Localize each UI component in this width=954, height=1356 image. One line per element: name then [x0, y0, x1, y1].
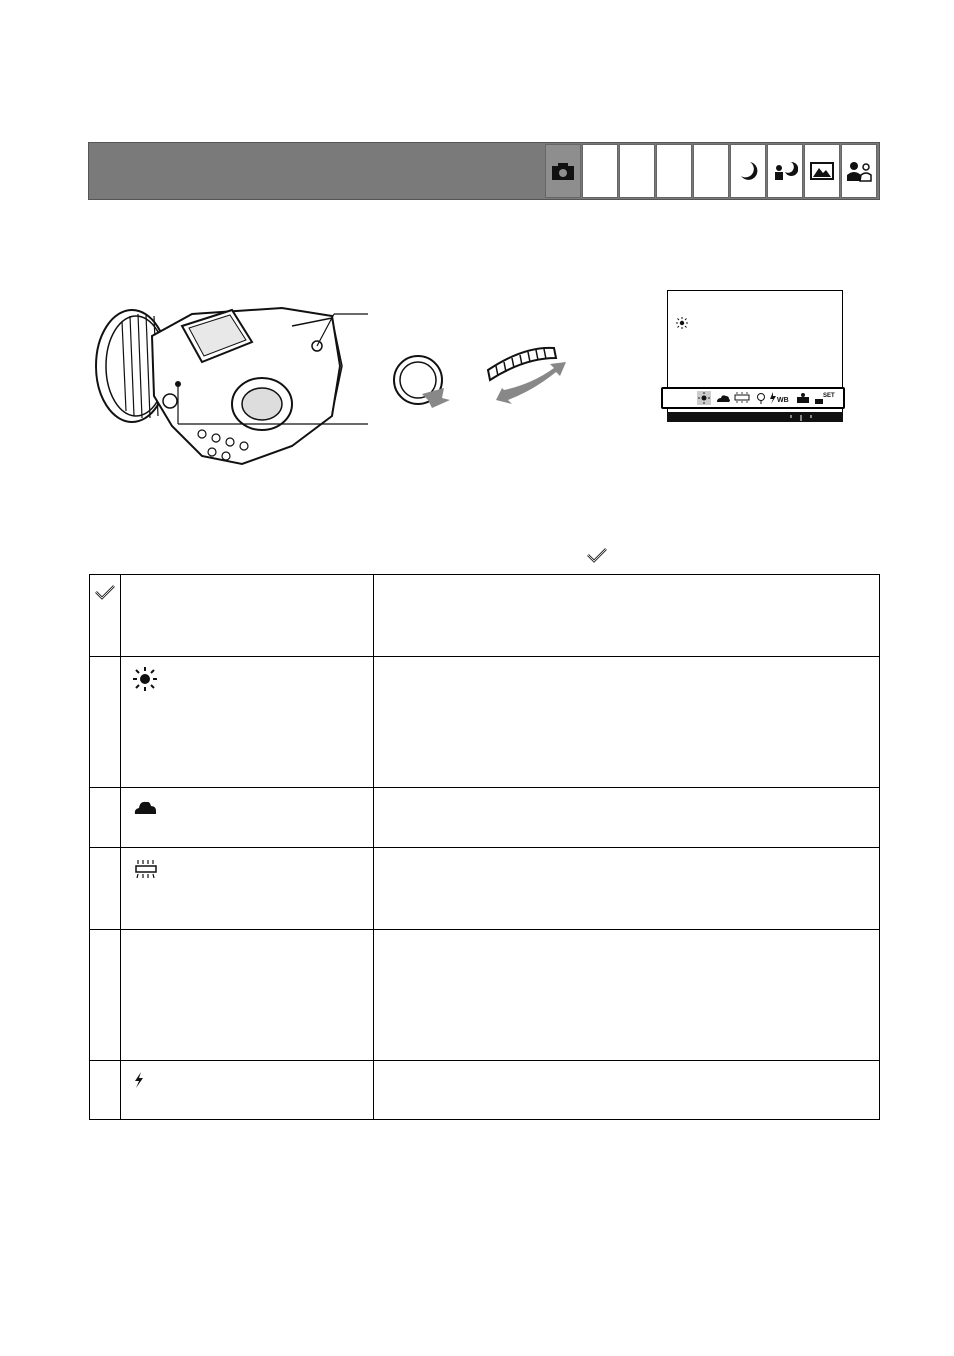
table-cell-setting — [121, 657, 374, 788]
table-cell-marker — [90, 575, 121, 657]
night-portrait-icon — [772, 160, 798, 182]
mode-cell-camera — [545, 144, 581, 198]
lcd-menu-set-label: SET — [823, 393, 835, 399]
portrait-icon — [845, 160, 873, 182]
table-cell-description — [374, 930, 880, 1061]
table-row-daylight — [90, 657, 880, 788]
white-balance-table — [89, 574, 880, 1120]
mode-cell-twilight-portrait — [767, 144, 803, 198]
table-cell-setting — [121, 930, 374, 1061]
press-button-illustration — [392, 354, 452, 410]
table-cell-description — [374, 657, 880, 788]
sun-icon — [676, 317, 688, 329]
checkmark-icon — [94, 583, 116, 601]
table-row-flash — [90, 1061, 880, 1120]
table-row-fluorescent — [90, 848, 880, 930]
fluorescent-icon — [133, 858, 159, 880]
table-cell-setting — [121, 788, 374, 848]
control-dial-illustration — [484, 340, 570, 406]
table-cell-marker — [90, 657, 121, 788]
table-cell-description — [374, 1061, 880, 1120]
mode-cell-soft-snap — [841, 144, 877, 198]
mode-cell-blank-4 — [693, 144, 729, 198]
camera-illustration — [92, 296, 372, 472]
table-cell-description — [374, 575, 880, 657]
lcd-wb-menu — [661, 387, 845, 409]
table-row-cloudy — [90, 788, 880, 848]
sun-icon — [133, 667, 157, 691]
mode-cell-blank-2 — [619, 144, 655, 198]
mode-cell-landscape — [804, 144, 840, 198]
checkmark-icon — [586, 546, 608, 564]
landscape-icon — [809, 161, 835, 181]
table-row-incandescent — [90, 930, 880, 1061]
mode-cell-twilight — [730, 144, 766, 198]
table-cell-setting — [121, 848, 374, 930]
header-band — [88, 142, 880, 200]
mode-cell-blank-1 — [582, 144, 618, 198]
table-cell-marker — [90, 930, 121, 1061]
table-cell-setting — [121, 575, 374, 657]
camera-icon — [550, 161, 576, 181]
table-row-auto — [90, 575, 880, 657]
cloud-icon — [133, 798, 157, 816]
flash-icon — [133, 1071, 145, 1089]
mode-icon-strip — [545, 143, 878, 199]
table-cell-marker — [90, 1061, 121, 1120]
moon-icon — [738, 160, 758, 182]
table-cell-marker — [90, 848, 121, 930]
table-cell-marker — [90, 788, 121, 848]
table-cell-description — [374, 788, 880, 848]
lcd-menu-wb-label: WB — [777, 397, 789, 404]
table-cell-description — [374, 848, 880, 930]
mode-cell-blank-3 — [656, 144, 692, 198]
table-cell-setting — [121, 1061, 374, 1120]
lcd-status-bar — [667, 412, 843, 422]
